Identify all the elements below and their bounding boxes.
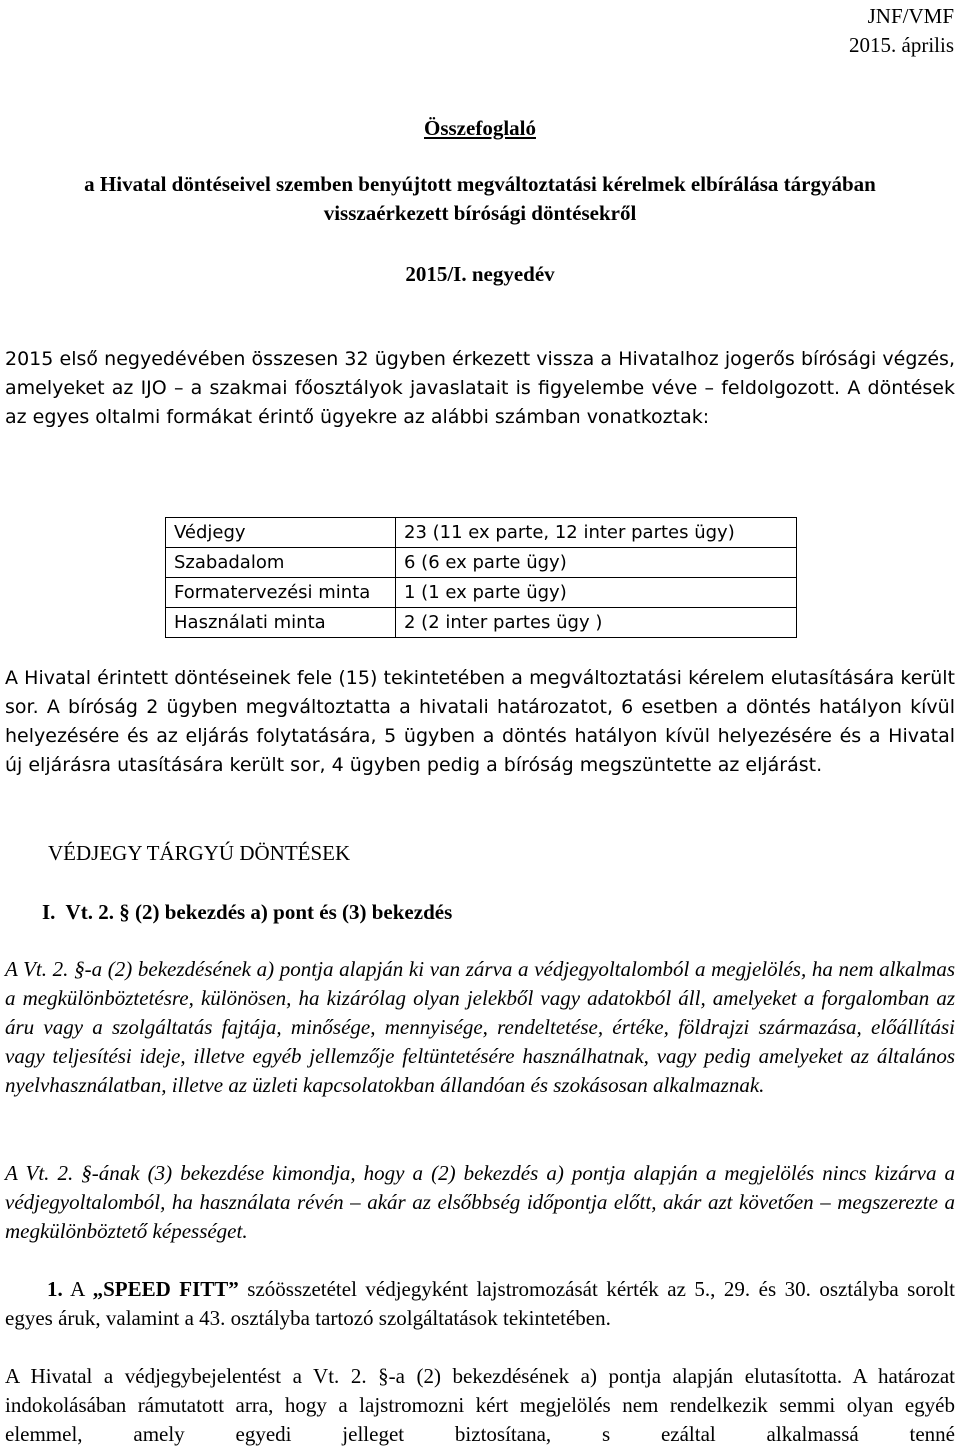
document-header xyxy=(849,2,954,60)
row-value: 23 (11 ex parte, 12 inter partes ügy) xyxy=(396,518,797,548)
section-heading: VÉDJEGY TÁRGYÚ DÖNTÉSEK xyxy=(48,841,351,865)
law-paragraph-2: A Vt. 2. §-ának (3) bekezdése kimondja, hogy a (2) bekezdés a) pontja alapján a megjelölés nincs kizárva a védjegyoltalomból, ha használata révén – akár az elsőbbség időpontja előtt, akár azt követően – megszerezte a megkülönböztető képességet. xyxy=(5,1161,955,1243)
intro-sentence-1: 2015 első negyedévében összesen 32 ügyben érkezett vissza a Hivatalhoz jogerős bírósági végzés, amelyeket az IJO – a szakmai főosztályok javaslatait is figyelembe véve – feldolgozott. xyxy=(5,348,955,399)
subtitle-line-1: a Hivatal döntéseivel szemben benyújtott megváltoztatási kérelmek elbírálása tárgyában xyxy=(84,172,876,196)
intro-paragraph xyxy=(5,345,955,432)
law-paragraph-1: A Vt. 2. §-a (2) bekezdésének a) pontja alapján ki van zárva a védjegyoltalomból a megjelölés, ha nem alkalmas a megkülönböztetésre, különösen, ha kizárólag olyan jelekből vagy adatokból áll, amelyeket a forgalomban az áru vagy a szolgáltatás fajtája, minősége, mennyisége, rendeltetése, értéke, földrajzi származása, előállítási vagy teljesítési ideje, illetve egyéb jellemzője feltüntetésére használhatnak, vagy pedig amelyeket az általános nyelvhasználatban, illetve az üzleti kapcsolatokban állandóan és szokásosan alkalmaznak. xyxy=(5,957,955,1097)
final-paragraph: A Hivatal a védjegybejelentést a Vt. 2. §-a (2) bekezdésének a) pontja alapján elutasította. A határozat indokolásában rámutatott arra, hogy a lajstromozni kért megjelölés nem rendelkezik semmi olyan egyéb elemmel, amely egyedi jelleget biztosítana, s ezáltal alkalmassá tenné xyxy=(5,1364,955,1446)
document-title: Összefoglaló xyxy=(424,116,536,140)
case-text-before: A xyxy=(70,1277,93,1301)
summary-sentence-1: A Hivatal érintett döntéseinek fele (15) tekintetében a megváltoztatási kérelem elutasítására került sor. xyxy=(5,667,955,718)
subtitle-line-2: visszaérkezett bírósági döntésekről xyxy=(323,201,637,225)
header-date: 2015. április xyxy=(849,33,954,57)
period-heading: 2015/I. negyedév xyxy=(405,262,555,286)
row-value: 6 (6 ex parte ügy) xyxy=(396,548,797,578)
case-text-after: szóösszetétel védjegyként lajstromozását kérték az 5., 29. és 30. osztályba sorolt egyes áruk, valamint a 43. osztályba tartozó szolgáltatások tekintetében. xyxy=(5,1277,956,1330)
case-mark-name: „SPEED FITT” xyxy=(92,1277,239,1301)
row-value: 2 (2 inter partes ügy ) xyxy=(396,608,797,638)
summary-sentence-2: A bíróság 2 ügyben megváltoztatta a hivatali határozatot, 6 esetben a döntés hatályon kívül helyezésére és az eljárás folytatására, 5 ügyben a döntés hatályon kívül helyezésére és a Hivatal új eljárásra utasítására került sor, 4 ügyben pedig a bíróság megszüntette az eljárást. xyxy=(5,696,955,776)
case-count-table xyxy=(165,517,797,638)
intro-sentence-2: A döntések az egyes oltalmi formákat érintő ügyekre az alábbi számban vonatkoztak: xyxy=(5,377,955,428)
subsection-heading: I. Vt. 2. § (2) bekezdés a) pont és (3) bekezdés xyxy=(42,900,453,924)
row-label: Védjegy xyxy=(166,518,396,548)
document-subtitle xyxy=(5,170,955,228)
row-label: Szabadalom xyxy=(166,548,396,578)
summary-paragraph xyxy=(5,664,955,780)
table-row xyxy=(166,608,797,638)
header-code: JNF/VMF xyxy=(867,4,954,28)
table-row xyxy=(166,578,797,608)
case-1-paragraph xyxy=(5,1275,955,1333)
row-value: 1 (1 ex parte ügy) xyxy=(396,578,797,608)
table-row xyxy=(166,548,797,578)
row-label: Formatervezési minta xyxy=(166,578,396,608)
row-label: Használati minta xyxy=(166,608,396,638)
case-number: 1. xyxy=(47,1277,63,1301)
table-row xyxy=(166,518,797,548)
